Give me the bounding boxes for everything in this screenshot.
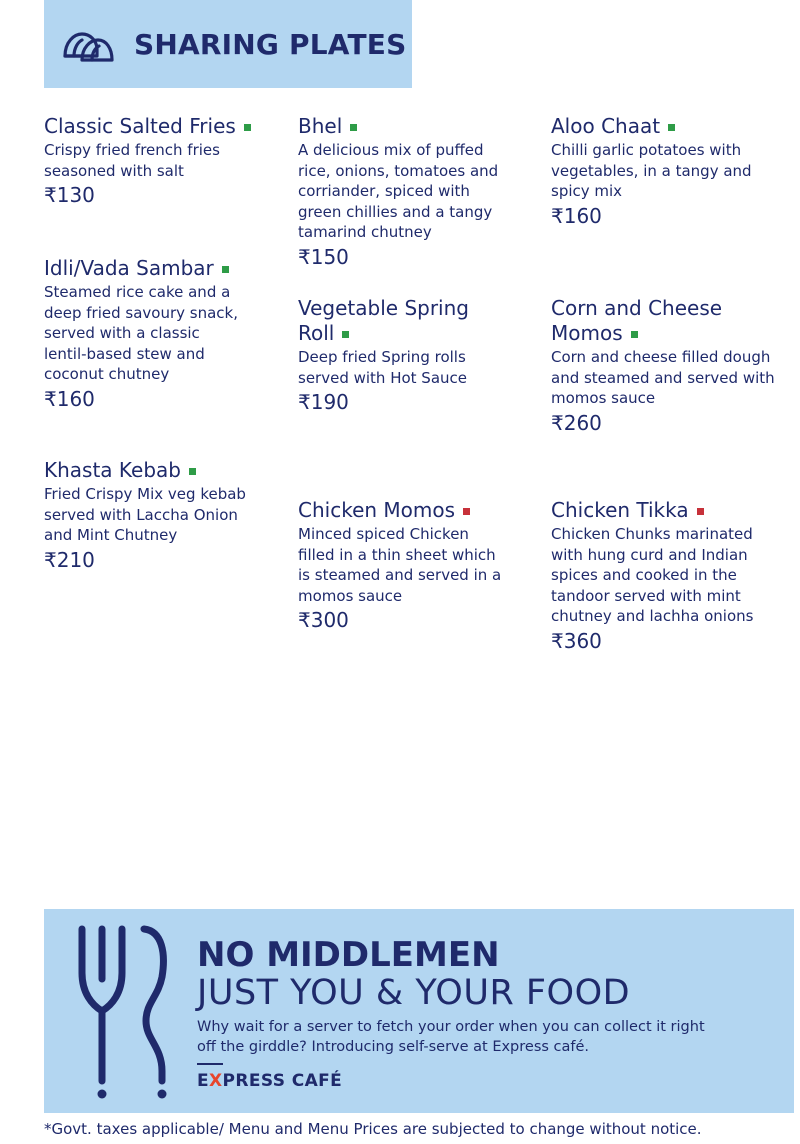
item-name: Khasta Kebab xyxy=(44,458,259,483)
promo-banner xyxy=(44,909,794,1113)
item-description: Chilli garlic potatoes with vegetables, in a tangy and spicy mix xyxy=(551,141,752,200)
item-name: Corn and Cheese Momos xyxy=(551,296,723,345)
item-price: ₹360 xyxy=(551,628,602,653)
item-name: Classic Salted Fries xyxy=(44,114,259,139)
veg-indicator-icon xyxy=(350,124,357,131)
item-description: Deep fried Spring rolls served with Hot Sauce xyxy=(298,348,467,387)
item-price: ₹130 xyxy=(44,183,95,207)
veg-indicator-icon xyxy=(631,331,638,338)
item-name: Vegetable Spring Roll xyxy=(298,296,469,345)
item-description: Minced spiced Chicken filled in a thin sheet which is steamed and served in a momos sauce xyxy=(298,525,502,605)
item-price: ₹190 xyxy=(298,390,349,414)
section-header xyxy=(44,0,412,88)
menu-item xyxy=(298,114,510,270)
promo-headline: NO MIDDLEMEN xyxy=(197,935,500,975)
section-title: SHARING PLATES xyxy=(134,28,407,61)
nonveg-indicator-icon xyxy=(463,508,470,515)
footnote: *Govt. taxes applicable/ Menu and Menu Prices are subjected to change without notice. xyxy=(44,1120,702,1138)
veg-indicator-icon xyxy=(189,468,196,475)
item-description: A delicious mix of puffed rice, onions, tomatoes and corriander, spiced with green chillies and a tangy tamarind chutney xyxy=(298,141,499,241)
menu-item xyxy=(298,296,494,415)
promo-subheadline: JUST YOU & YOUR FOOD xyxy=(197,973,631,1013)
menu-item xyxy=(44,114,259,208)
item-price: ₹160 xyxy=(44,386,95,411)
item-description: Fried Crispy Mix veg kebab served with Laccha Onion and Mint Chutney xyxy=(44,485,246,544)
veg-indicator-icon xyxy=(668,124,675,131)
menu-item xyxy=(44,458,259,573)
item-price: ₹260 xyxy=(551,410,602,435)
item-description: Steamed rice cake and a deep fried savoury snack, served with a classic lentil-based stew and coconut chutney xyxy=(44,283,238,383)
item-name: Chicken Tikka xyxy=(551,498,773,523)
menu-item xyxy=(44,256,244,412)
veg-indicator-icon xyxy=(222,266,229,273)
menu-item xyxy=(551,498,773,654)
promo-body: Why wait for a server to fetch your order when you can collect it right off the girddle? Introducing self-serve at Express café. xyxy=(197,1019,705,1055)
item-price: ₹300 xyxy=(298,608,349,632)
item-name: Idli/Vada Sambar xyxy=(44,256,244,281)
item-description: Crispy fried french fries seasoned with salt xyxy=(44,141,220,180)
item-name: Chicken Momos xyxy=(298,498,510,523)
dumpling-icon xyxy=(62,26,114,68)
menu-item xyxy=(551,296,787,436)
menu-item xyxy=(298,498,510,633)
item-price: ₹150 xyxy=(298,244,349,269)
item-description: Corn and cheese filled dough and steamed and served with momos sauce xyxy=(551,348,775,407)
divider xyxy=(197,1063,223,1065)
veg-indicator-icon xyxy=(342,331,349,338)
veg-indicator-icon xyxy=(244,124,251,131)
item-name: Bhel xyxy=(298,114,510,139)
brand-logo: EXPRESS CAFÉ xyxy=(197,1071,343,1091)
nonveg-indicator-icon xyxy=(697,508,704,515)
item-price: ₹210 xyxy=(44,547,95,572)
item-description: Chicken Chunks marinated with hung curd and Indian spices and cooked in the tandoor served with mint chutney and lachha onions xyxy=(551,525,754,625)
cutlery-icon xyxy=(74,923,174,1099)
item-price: ₹160 xyxy=(551,203,602,228)
menu-item xyxy=(551,114,766,229)
item-name: Aloo Chaat xyxy=(551,114,766,139)
